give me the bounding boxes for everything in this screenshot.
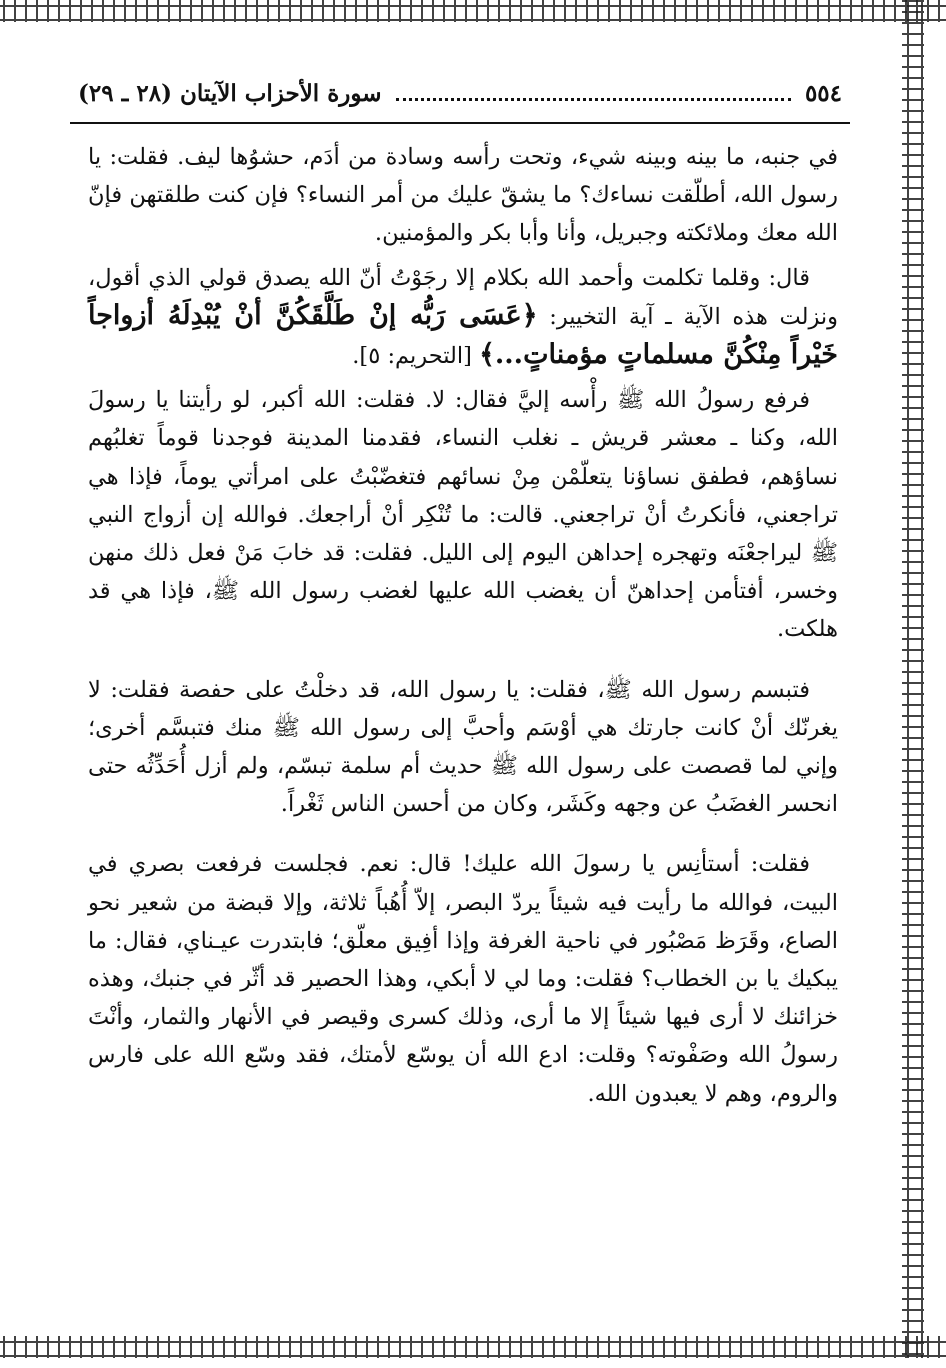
decorative-border-right <box>902 0 924 1358</box>
header-dotted-leader <box>396 98 791 101</box>
page-header <box>70 70 850 124</box>
paragraph-1: في جنبه، ما بينه وبينه شيء، وتحت رأسه وسادة من أدَم، حشوُها ليف. فقلت: يا رسول الله، أطلّقت نساءك؟ ما يشقّ عليك من أمر النساء؟ فإن كنت طلقتهن فإنّ الله معك وملائكته وجبريل، وأنا وأبا بكر والمؤمنين. <box>88 144 838 247</box>
paragraph-3: فرفع رسولُ الله ﷺ رأْسه إليَّ فقال: لا. فقلت: الله أكبر، لو رأيتنا يا رسولَ الله، وكنا ـ معشر قريش ـ نغلب النساء، فقدمنا المدينة فوجدنا قوماً تغلبُهم نساؤهم، فطفق نساؤنا يتعلّمْن مِنْ نسائهم فتغضّبْتُ على امرأتي يوماً، فإذا هي تراجعني، فأنكرتُ أنْ تراجعني. قالت: ما تُنْكِر أنْ أراجعك. فوالله إن أزواج النبي ﷺ ليراجعْنَه وتهجره إحداهن اليوم إلى الليل. فقلت: قد خابَ مَنْ فعل ذلك منهن وخسر، أفتأمن إحداهنّ أن يغضب الله عليها لغضب رسول الله ﷺ، فإذا هي قد هلكت. <box>88 387 838 643</box>
book-page <box>70 70 850 1119</box>
page-title: سورة الأحزاب الآيتان (٢٨ ـ ٢٩) <box>78 79 382 107</box>
verse-reference: [التحريم: ٥]. <box>352 343 472 370</box>
decorative-border-bottom <box>0 1336 946 1358</box>
paragraph-4: فتبسم رسول الله ﷺ، فقلت: يا رسول الله، قد دخلْتُ على حفصة فقلت: لا يغرنّك أنْ كانت جارتك هي أوْسَم وأحبَّ إلى رسول الله ﷺ منك فتبسَّم أخرى؛ وإني لما قصصت على رسول الله ﷺ حديث أم سلمة تبسّم، ولم أزل أُحَدِّثُه حتى انحسر الغضَبُ عن وجهه وكَشَر، وكان من أحسن الناس ثَغْراً. <box>88 676 838 818</box>
paragraph-2 <box>88 259 838 376</box>
page-number: ٥٥٤ <box>804 79 842 107</box>
quran-verse: ﴿عَسَى رَبُّه إنْ طَلَّقَكُنَّ أنْ يُبْدِلَهُ أزواجاً خَيْراً مِنْكُنَّ مسلماتٍ مؤمناتٍ...﴾ <box>88 299 838 371</box>
decorative-border-top <box>0 0 946 22</box>
paragraph-5: فقلت: أستأنِس يا رسولَ الله عليك! قال: نعم. فجلست فرفعت بصري في البيت، فوالله ما رأيت فيه شيئاً يردّ البصر، إلاّ أُهُباً ثلاثة، وإلا قبضة من شعير نحو الصاع، وقَرَظ مَصْبُور في ناحية الغرفة وإذا أفِيق معلّق؛ فابتدرت عيـناي، فقال: ما يبكيك يا بن الخطاب؟ فقلت: وما لي لا أبكي، وهذا الحصير قد أثّر في جنبك، وهذه خزائنك لا أرى فيها شيئاً إلا ما أرى، وذلك كسرى وقيصر في الأنهار والثمار، وأنْتَ رسولُ الله وصَفْوته؟ وقلت: ادع الله أن يوسّع لأمتك، فقد وسّع الله على فارس والروم، وهم لا يعبدون الله. <box>88 851 838 1107</box>
paragraph-2-intro: قال: وقلما تكلمت وأحمد الله بكلام إلا رجَوْتُ أنّ الله يصدق قولي الذي أقول، ونزلت هذه الآية ـ آية التخيير: <box>88 264 838 330</box>
